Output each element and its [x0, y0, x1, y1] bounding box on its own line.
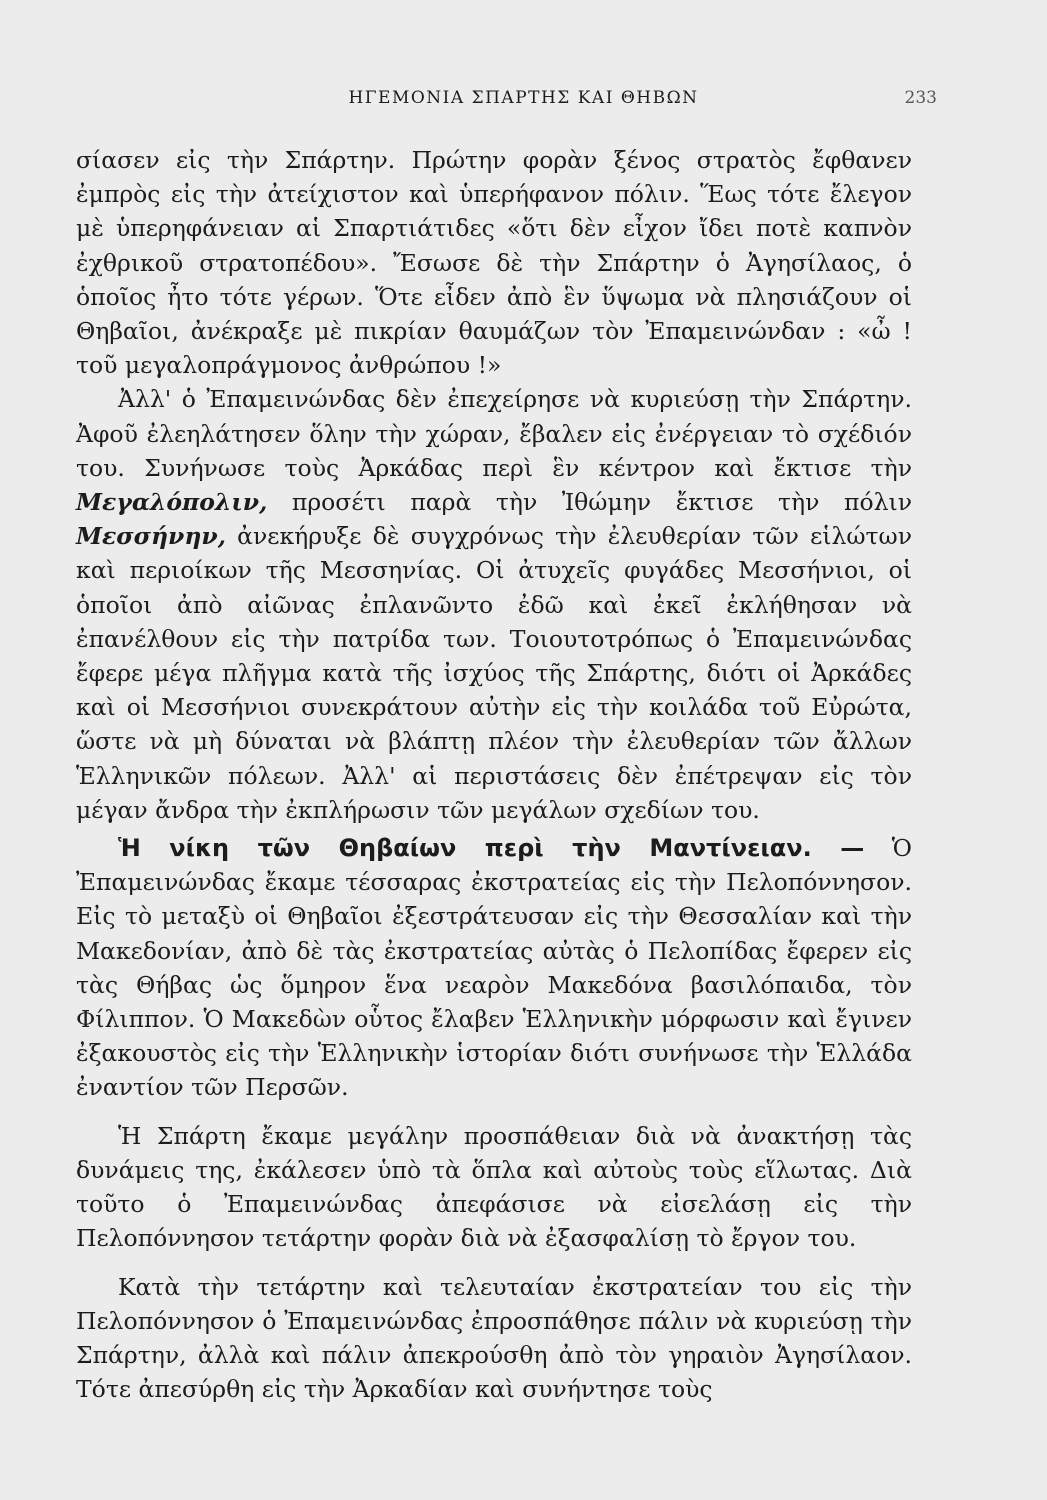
- paragraph-text: Ἀλλ' ὁ Ἐπαμεινώνδας δὲν ἐπεχείρησε νὰ κυριεύσῃ τὴν Σπάρτην. Ἀφοῦ ἐλεηλάτησεν ὅλην τὴν χώραν, ἔβαλεν εἰς ἐνέργειαν τὸ σχέδιόν του. Συνήνωσε τοὺς Ἀρκάδας περὶ ἓν κέντρον καὶ ἔκτισε τὴν: [76, 385, 912, 482]
- paragraph-text: ἀνεκήρυξε δὲ συγχρόνως τὴν ἐλευθερίαν τῶν εἱλώτων καὶ περιοίκων τῆς Μεσσηνίας. Οἱ ἀτυχεῖς φυγάδες Μεσσήνιοι, οἱ ὁποῖοι ἀπὸ αἰῶνας ἐπλανῶντο ἐδῶ καὶ ἐκεῖ ἐκλήθησαν νὰ ἐπανέλθουν εἰς τὴν πατρίδα των. Τοιουτοτρόπως ὁ Ἐπαμεινώνδας ἔφερε μέγα πλῆγμα κατὰ τῆς ἰσχύος τῆς Σπάρτης, διότι οἱ Ἀρκάδες καὶ οἱ Μεσσήνιοι συνεκράτουν αὐτὴν εἰς τὴν κοιλάδα τοῦ Εὐρώτα, ὥστε νὰ μὴ δύναται νὰ βλάπτῃ πλέον τὴν ἐλευθερίαν τῶν ἄλλων Ἑλληνικῶν πόλεων. Ἀλλ' αἱ περιστάσεις δὲν ἐπέτρεψαν εἰς τὸν μέγαν ἄνδρα τὴν ἐκπλήρωσιν τῶν μεγάλων σχεδίων του.: [76, 522, 912, 824]
- page-number: 233: [904, 88, 937, 108]
- paragraph-mantinea: [76, 831, 912, 1105]
- paragraph-continued: σίασεν εἰς τὴν Σπάρτην. Πρώτην φορὰν ξένος στρατὸς ἔφθανεν ἐμπρὸς εἰς τὴν ἀτείχιστον καὶ ὑπερήφανον πόλιν. Ἕως τότε ἔλεγον μὲ ὑπερηφάνειαν αἱ Σπαρτιάτιδες «ὅτι δὲν εἶχον ἴδει ποτὲ καπνὸν ἐχθρικοῦ στρατοπέδου». Ἔσωσε δὲ τὴν Σπάρτην ὁ Ἀγησίλαος, ὁ ὁποῖος ἦτο τότε γέρων. Ὅτε εἶδεν ἀπὸ ἓν ὕψωμα νὰ πλησιάζουν οἱ Θηβαῖοι, ἀνέκραξε μὲ πικρίαν θαυμάζων τὸν Ἐπαμεινώνδαν : «ὦ ! τοῦ μεγαλοπράγμονος ἀνθρώπου !»: [76, 146, 912, 380]
- paragraph-sparta-effort: Ἡ Σπάρτη ἔκαμε μεγάλην προσπάθειαν διὰ νὰ ἀνακτήσῃ τὰς δυνάμεις της, ἐκάλεσεν ὑπὸ τὰ ὅπλα καὶ αὐτοὺς τοὺς εἵλωτας. Διὰ τοῦτο ὁ Ἐπαμεινώνδας ἀπεφάσισε νὰ εἰσελάσῃ εἰς τὴν Πελοπόννησον τετάρτην φορὰν διὰ νὰ ἐξασφαλίσῃ τὸ ἔργον του.: [76, 1121, 912, 1253]
- paragraph-epaminondas-plan: [76, 382, 912, 827]
- section-heading: Ἡ νίκη τῶν Θηβαίων περὶ τὴν Μαντίνειαν. —: [118, 834, 865, 863]
- body-text: [76, 143, 912, 1406]
- paragraph-text: Ὁ Ἐπαμεινώνδας ἔκαμε τέσσαρας ἐκστρατείας εἰς τὴν Πελοπόννησον. Εἰς τὸ μεταξὺ οἱ Θηβαῖοι ἐξεστράτευσαν εἰς τὴν Θεσσαλίαν καὶ τὴν Μακεδονίαν, ἀπὸ δὲ τὰς ἐκστρατείας αὐτὰς ὁ Πελοπίδας ἔφερεν εἰς τὰς Θήβας ὡς ὅμηρον ἕνα νεαρὸν Μακεδόνα βασιλόπαιδα, τὸν Φίλιππον. Ὁ Μακεδὼν οὗτος ἔλαβεν Ἑλληνικὴν μόρφωσιν καὶ ἔγινεν ἐξακουστὸς εἰς τὴν Ἑλληνικὴν ἱστορίαν διότι συνήνωσε τὴν Ἑλλάδα ἐναντίον τῶν Περσῶν.: [76, 834, 912, 1102]
- page-header: [0, 88, 1047, 118]
- running-title: ΗΓΕΜΟΝΙΑ ΣΠΑΡΤΗΣ ΚΑΙ ΘΗΒΩΝ: [348, 88, 699, 108]
- paragraph-fourth-campaign: Κατὰ τὴν τετάρτην καὶ τελευταίαν ἐκστρατείαν του εἰς τὴν Πελοπόννησον ὁ Ἐπαμεινώνδας ἐπροσπάθησε πάλιν νὰ κυριεύσῃ τὴν Σπάρτην, ἀλλὰ καὶ πάλιν ἀπεκρούσθη ἀπὸ τὸν γηραιὸν Ἀγησίλαον. Τότε ἀπεσύρθη εἰς τὴν Ἀρκαδίαν καὶ συνήντησε τοὺς: [76, 1272, 912, 1404]
- emphasis-messene: Μεσσήνην,: [76, 522, 226, 551]
- paragraph-text: προσέτι παρὰ τὴν Ἰθώμην ἔκτισε τὴν πόλιν: [267, 488, 912, 517]
- emphasis-megalopolis: Μεγαλόπολιν,: [76, 488, 268, 517]
